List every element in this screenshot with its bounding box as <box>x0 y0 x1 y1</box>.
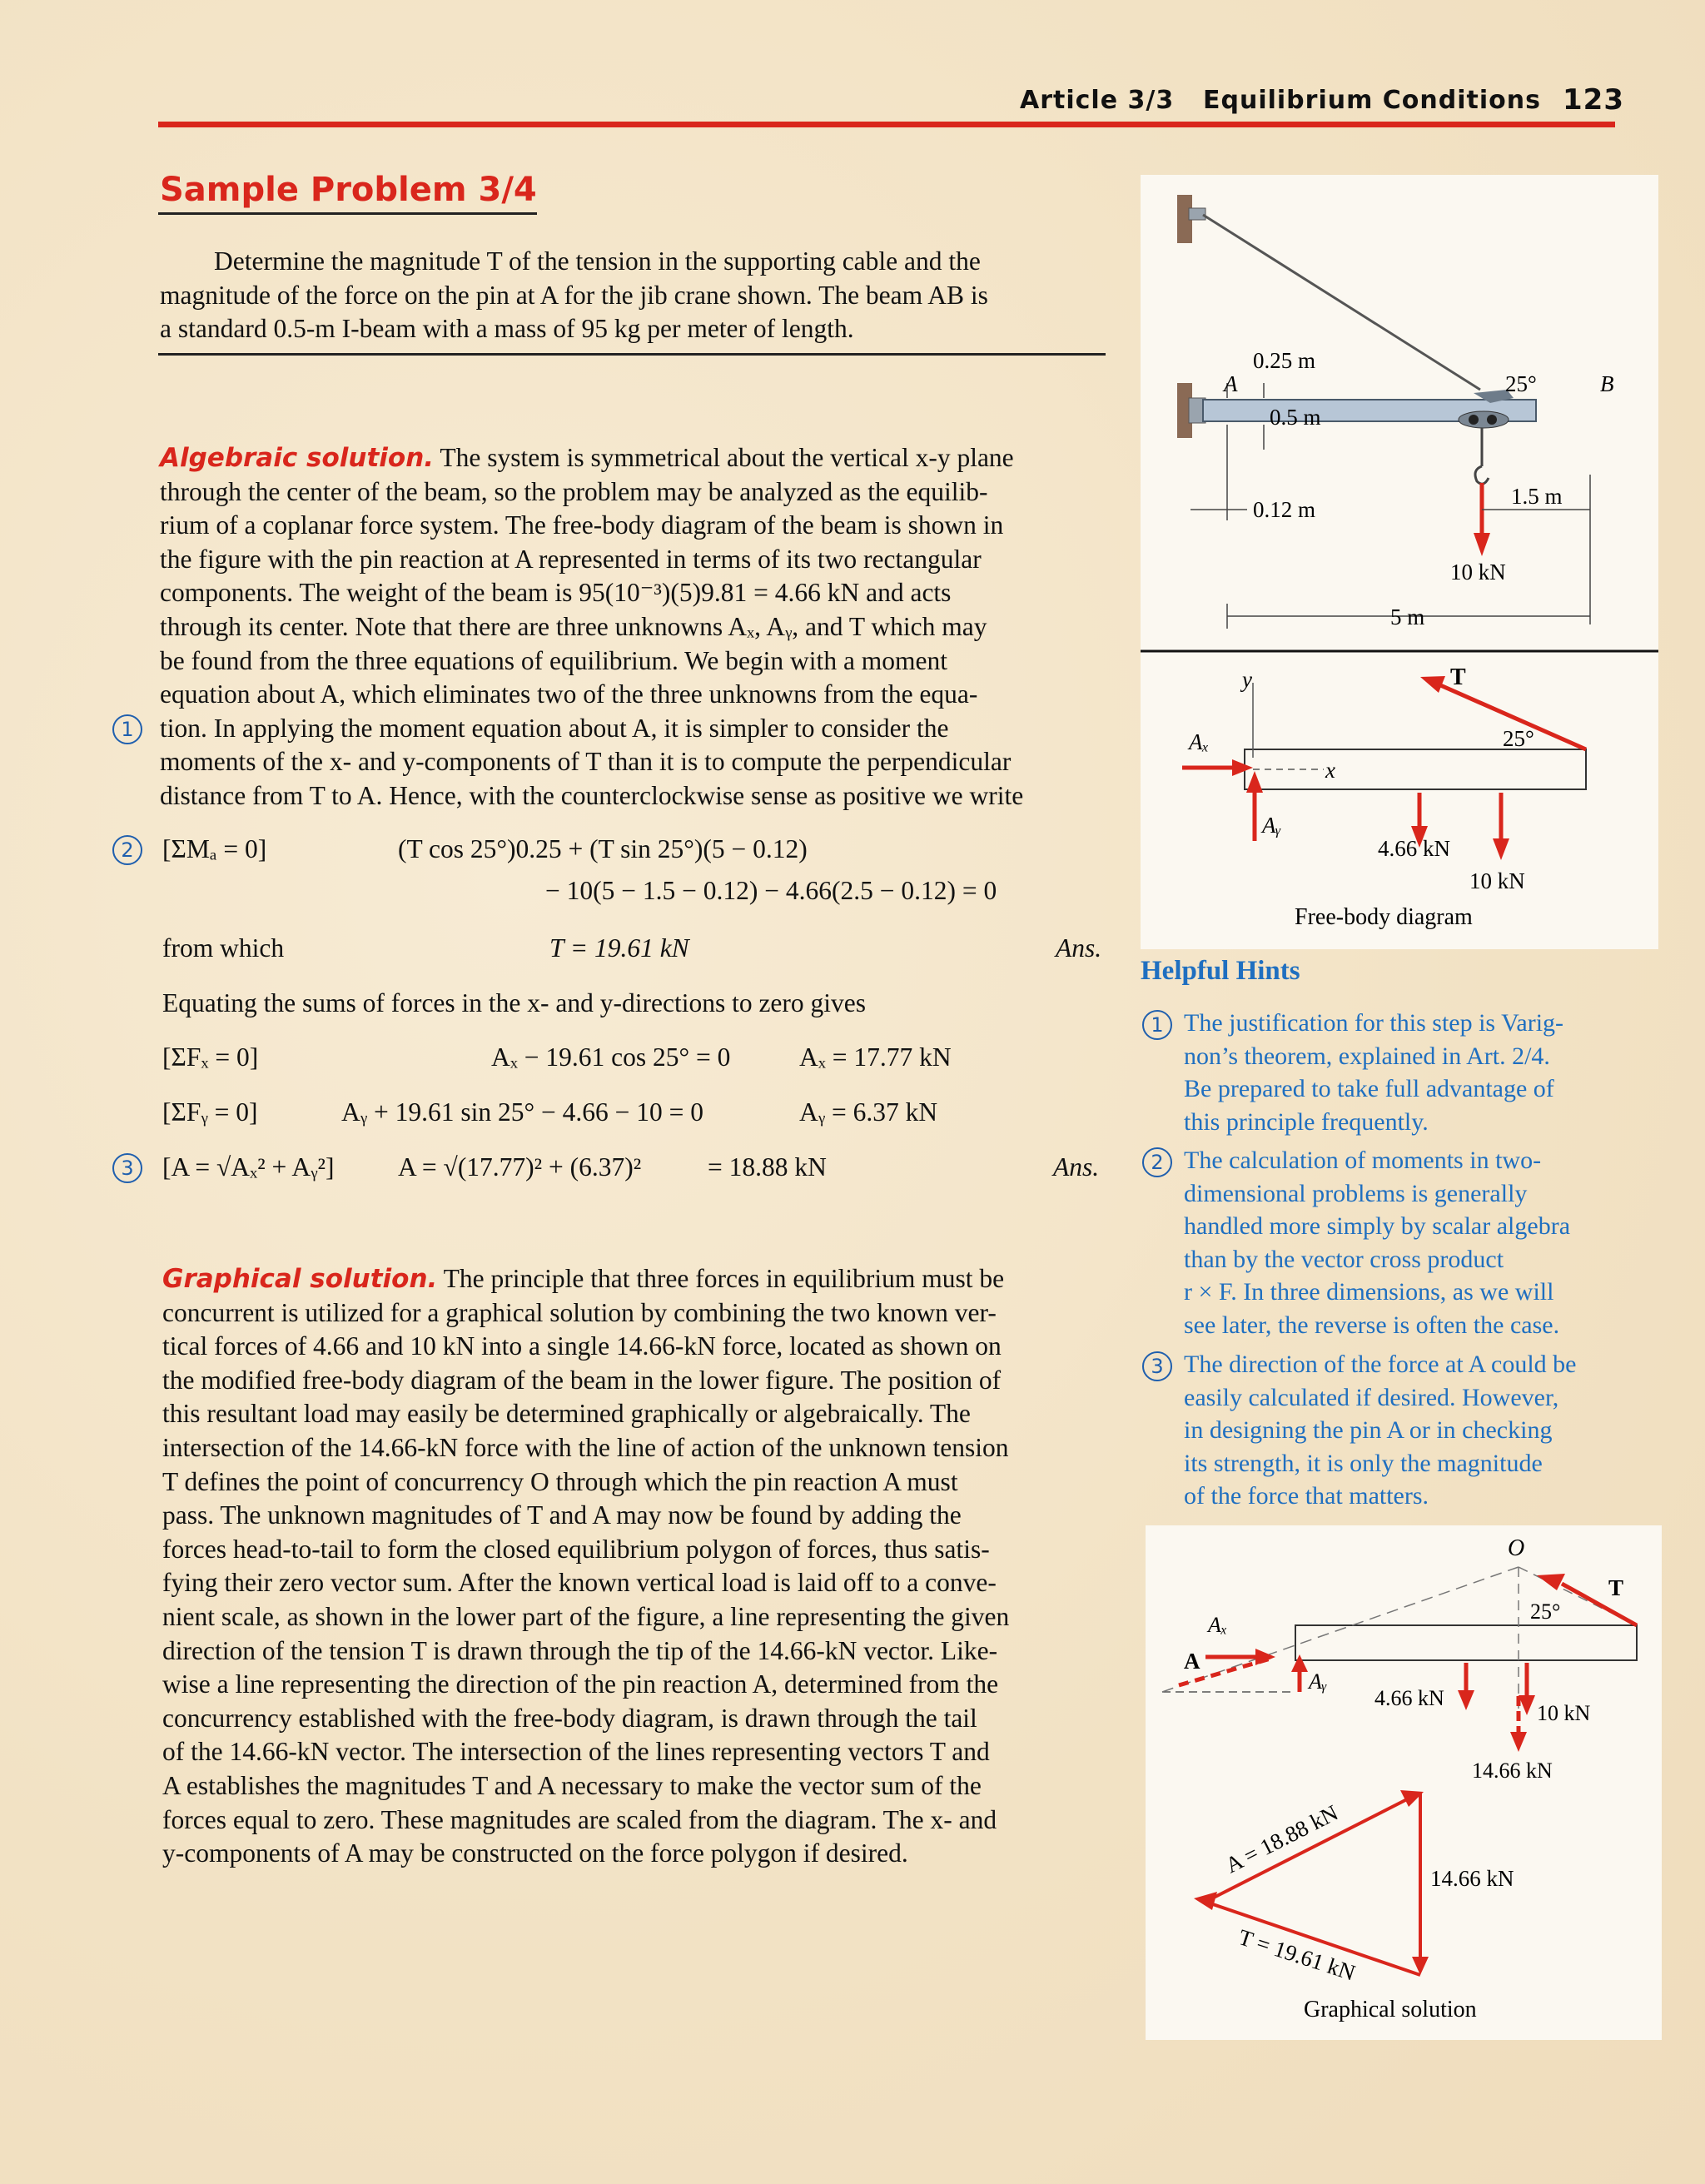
graphical-line: forces equal to zero. These magnitudes are scaled from the diagram. The x- and <box>162 1804 997 1834</box>
point-b: B <box>1600 371 1614 396</box>
graphical-line: The principle that three forces in equilibrium must be <box>443 1264 1005 1293</box>
graphical-line: this resultant load may easily be determined graphically or algebraically. The <box>162 1399 971 1429</box>
hint-1-line: non’s theorem, explained in Art. 2/4. <box>1184 1042 1550 1070</box>
graphical-a-label: A <box>1184 1649 1200 1674</box>
graphical-line: nient scale, as shown in the lower part of the figure, a line representing the given <box>162 1601 1010 1631</box>
a-label: [A = √Aₓ² + Aᵧ²] <box>162 1152 335 1182</box>
fy-label: [ΣFᵧ = 0] <box>162 1097 258 1127</box>
algebraic-line: moments of the x- and y-components of T than it is to compute the perpendicular <box>160 747 1012 777</box>
hint-1-line: this principle frequently. <box>1184 1107 1429 1136</box>
load-label: 10 kN <box>1450 560 1506 585</box>
hint-2-line: see later, the reverse is often the case. <box>1184 1311 1560 1339</box>
fbd-load-label: 10 kN <box>1469 868 1525 893</box>
graphical-angle: 25° <box>1530 1599 1561 1624</box>
fbd-angle: 25° <box>1503 726 1534 751</box>
graphical-solution <box>162 1262 1107 1871</box>
hint-marker-3: 3 <box>112 1153 142 1183</box>
algebraic-heading: Algebraic solution. <box>160 443 435 473</box>
graphical-line: tical forces of 4.66 and 10 kN into a single 14.66-kN force, located as shown on <box>162 1331 1002 1361</box>
graphical-caption: Graphical solution <box>1304 1997 1477 2022</box>
hint-2-line: The calculation of moments in two- <box>1184 1147 1542 1174</box>
graphical-line: wise a line representing the direction of the pin reaction A, determined from the <box>162 1669 999 1699</box>
load-arrowhead-fbd <box>1493 838 1509 860</box>
graphical-beam <box>1295 1625 1637 1660</box>
moment-eq-line-2: − 10(5 − 1.5 − 0.12) − 4.66(2.5 − 0.12) = 0 <box>545 876 997 905</box>
fy-result: Aᵧ = 6.37 kN <box>799 1097 938 1127</box>
graphical-weight-label: 4.66 kN <box>1374 1686 1444 1710</box>
hint-3-line: of the force that matters. <box>1184 1482 1429 1510</box>
algebraic-line: through the center of the beam, so the problem may be analyzed as the equilib- <box>160 476 988 506</box>
hint-1-line: The justification for this step is Varig- <box>1184 1009 1564 1037</box>
hint-2-line: handled more simply by scalar algebra <box>1184 1212 1571 1240</box>
hint-1 <box>1142 1007 1621 1138</box>
graphical-line: of the 14.66-kN vector. The intersection of the lines representing vectors T and <box>162 1737 990 1767</box>
graphical-ay-label: Aᵧ <box>1309 1669 1327 1694</box>
support-cable <box>1203 215 1480 390</box>
hint-1-line: Be prepared to take full advantage of <box>1184 1075 1554 1102</box>
hint-3-line: easily calculated if desired. However, <box>1184 1383 1559 1411</box>
t-arrowhead-graphical <box>1537 1574 1565 1590</box>
trolley <box>1459 411 1509 428</box>
upper-pin-bracket <box>1189 208 1205 220</box>
trolley-wheel <box>1469 415 1479 425</box>
graphical-diagram <box>1146 1525 1662 2040</box>
fbd-y-label: y <box>1242 667 1252 692</box>
ay-arrowhead-graphical <box>1291 1654 1308 1672</box>
ans-label-a: Ans. <box>1053 1152 1100 1182</box>
header-article: Article 3/3 <box>1020 86 1175 115</box>
hint-3-marker: 3 <box>1142 1351 1172 1381</box>
hint-2-marker: 2 <box>1142 1147 1172 1177</box>
graphical-line: direction of the tension T is drawn through the tip of the 14.66-kN vector. Like- <box>162 1635 998 1665</box>
t-result: T = 19.61 kN <box>549 933 689 963</box>
graphical-t-magnitude: T = 19.61 kN <box>1235 1924 1359 1986</box>
algebraic-line: be found from the three equations of equilibrium. We begin with a moment <box>160 645 948 675</box>
graphical-load-label: 10 kN <box>1537 1701 1591 1725</box>
crane-diagram <box>1141 175 1658 949</box>
algebraic-line: rium of a coplanar force system. The free-body diagram of the beam is shown in <box>160 510 1004 540</box>
algebraic-line: the figure with the pin reaction at A represented in terms of its two rectangular <box>160 544 982 574</box>
fx-result: Aₓ = 17.77 kN <box>799 1042 952 1072</box>
graphical-line: the modified free-body diagram of the beam in the lower figure. The position of <box>162 1365 1002 1395</box>
dim-1-5: 1.5 m <box>1511 484 1563 509</box>
hint-3-line: its strength, it is only the magnitude <box>1184 1449 1543 1477</box>
fx-equation: Aₓ − 19.61 cos 25° = 0 <box>491 1042 731 1072</box>
moment-eq-label: [ΣMₐ = 0] <box>162 834 267 863</box>
dim-0-25: 0.25 m <box>1253 348 1316 373</box>
t-arrowhead <box>1420 676 1445 693</box>
dim-0-5: 0.5 m <box>1270 405 1321 430</box>
algebraic-line: tion. In applying the moment equation about A, it is simpler to consider the <box>160 713 949 743</box>
hint-2-line: than by the vector cross product <box>1184 1245 1504 1273</box>
ans-label-t: Ans. <box>1056 933 1102 963</box>
algebraic-line: distance from T to A. Hence, with the counterclockwise sense as positive we write <box>160 780 1024 810</box>
hints-title: Helpful Hints <box>1141 956 1300 986</box>
figure-crane-panel <box>1141 175 1658 949</box>
hint-2-line: dimensional problems is generally <box>1184 1179 1528 1207</box>
graphical-line: concurrent is utilized for a graphical solution by combining the two known ver- <box>162 1297 997 1327</box>
figure-graphical-panel <box>1146 1525 1662 2040</box>
graphical-line: T defines the point of concurrency O through which the pin reaction A must <box>162 1466 958 1496</box>
header-rule <box>158 122 1615 127</box>
graphical-a-magnitude: A = 18.88 kN <box>1221 1799 1342 1878</box>
graphical-line: forces head-to-tail to form the closed equilibrium polygon of forces, thus satis- <box>162 1534 990 1564</box>
equating-line: Equating the sums of forces in the x- and y-directions to zero gives <box>162 988 867 1017</box>
point-o: O <box>1508 1535 1525 1561</box>
ax-arrowhead <box>1232 759 1253 776</box>
fbd-ax-label: Aₓ <box>1189 729 1210 754</box>
algebraic-line: through its center. Note that there are three unknowns Aₓ, Aᵧ, and T which may <box>160 611 987 641</box>
algebraic-line: components. The weight of the beam is 95(10⁻³)(5)9.81 = 4.66 kN and acts <box>160 578 952 608</box>
ax-arrowhead-graphical <box>1255 1649 1275 1665</box>
hint-2-line: r × F. In three dimensions, as we will <box>1184 1278 1554 1306</box>
trolley-wheel <box>1487 415 1497 425</box>
graphical-line: pass. The unknown magnitudes of T and A may now be found by adding the <box>162 1500 962 1530</box>
hint-3-line: The direction of the force at A could be <box>1184 1351 1577 1378</box>
a-equation: A = √(17.77)² + (6.37)² <box>398 1152 642 1182</box>
hint-marker-2: 2 <box>112 835 142 865</box>
weight-arrowhead-graphical <box>1458 1690 1474 1710</box>
hint-marker-1: 1 <box>112 714 142 744</box>
statement-line: Determine the magnitude T of the tension in the supporting cable and the <box>214 246 981 276</box>
hint-3 <box>1142 1348 1621 1513</box>
algebraic-solution <box>160 441 1105 813</box>
moment-eq-line-1: (T cos 25°)0.25 + (T sin 25°)(5 − 0.12) <box>398 834 808 863</box>
sample-problem-title: Sample Problem 3/4 <box>160 171 537 209</box>
fx-label: [ΣFₓ = 0] <box>162 1042 259 1072</box>
load-arrowhead <box>1474 533 1490 556</box>
dim-0-12: 0.12 m <box>1253 497 1316 522</box>
statement-rule <box>158 353 1106 356</box>
page-number: 123 <box>1563 83 1624 117</box>
hint-3-line: in designing the pin A or in checking <box>1184 1416 1553 1444</box>
fbd-caption: Free-body diagram <box>1295 904 1473 930</box>
algebraic-line: equation about A, which eliminates two of the three unknowns from the equa- <box>160 679 978 709</box>
fbd-weight-label: 4.66 kN <box>1378 836 1450 861</box>
a-result: = 18.88 kN <box>708 1152 827 1182</box>
graphical-line: fying their zero vector sum. After the known vertical load is laid off to a conve- <box>162 1568 997 1598</box>
fbd-x-label: x <box>1325 758 1335 783</box>
graphical-side-label: 14.66 kN <box>1430 1866 1514 1891</box>
statement-line: a standard 0.5-m I-beam with a mass of 95 kg per meter of length. <box>160 314 854 344</box>
ay-arrowhead <box>1246 771 1263 793</box>
graphical-ax-label: Aₓ <box>1208 1613 1228 1637</box>
from-which: from which <box>162 933 285 963</box>
graphical-resultant-label: 14.66 kN <box>1472 1759 1553 1783</box>
hook <box>1475 466 1489 484</box>
graphical-line: concurrency established with the free-body diagram, is drawn through the tail <box>162 1703 977 1733</box>
title-underline <box>158 212 537 215</box>
cable-angle: 25° <box>1505 371 1537 396</box>
header-section: Equilibrium Conditions <box>1203 86 1541 115</box>
hint-2 <box>1142 1144 1621 1341</box>
fy-equation: Aᵧ + 19.61 sin 25° − 4.66 − 10 = 0 <box>341 1097 704 1127</box>
load-arrowhead-graphical <box>1519 1695 1535 1715</box>
statement-line: magnitude of the force on the pin at A for the jib crane shown. The beam AB is <box>160 280 988 310</box>
dim-5: 5 m <box>1390 604 1425 629</box>
hint-1-marker: 1 <box>1142 1010 1172 1040</box>
graphical-t-label: T <box>1608 1575 1624 1600</box>
t-arrow-graphical <box>1562 1584 1637 1625</box>
fbd-ay-label: Aᵧ <box>1262 813 1281 838</box>
point-a: A <box>1224 371 1238 396</box>
fbd-t-label: T <box>1450 664 1466 690</box>
problem-statement <box>160 245 1105 346</box>
resultant-arrowhead <box>1510 1732 1527 1752</box>
graphical-line: intersection of the 14.66-kN force with the line of action of the unknown tension <box>162 1432 1009 1462</box>
graphical-line: A establishes the magnitudes T and A necessary to make the vector sum of the <box>162 1770 982 1800</box>
algebraic-line: The system is symmetrical about the vertical x-y plane <box>440 443 1014 472</box>
graphical-line: y-components of A may be constructed on the force polygon if desired. <box>162 1838 908 1868</box>
graphical-heading: Graphical solution. <box>162 1264 438 1294</box>
fbd-beam <box>1245 749 1586 789</box>
